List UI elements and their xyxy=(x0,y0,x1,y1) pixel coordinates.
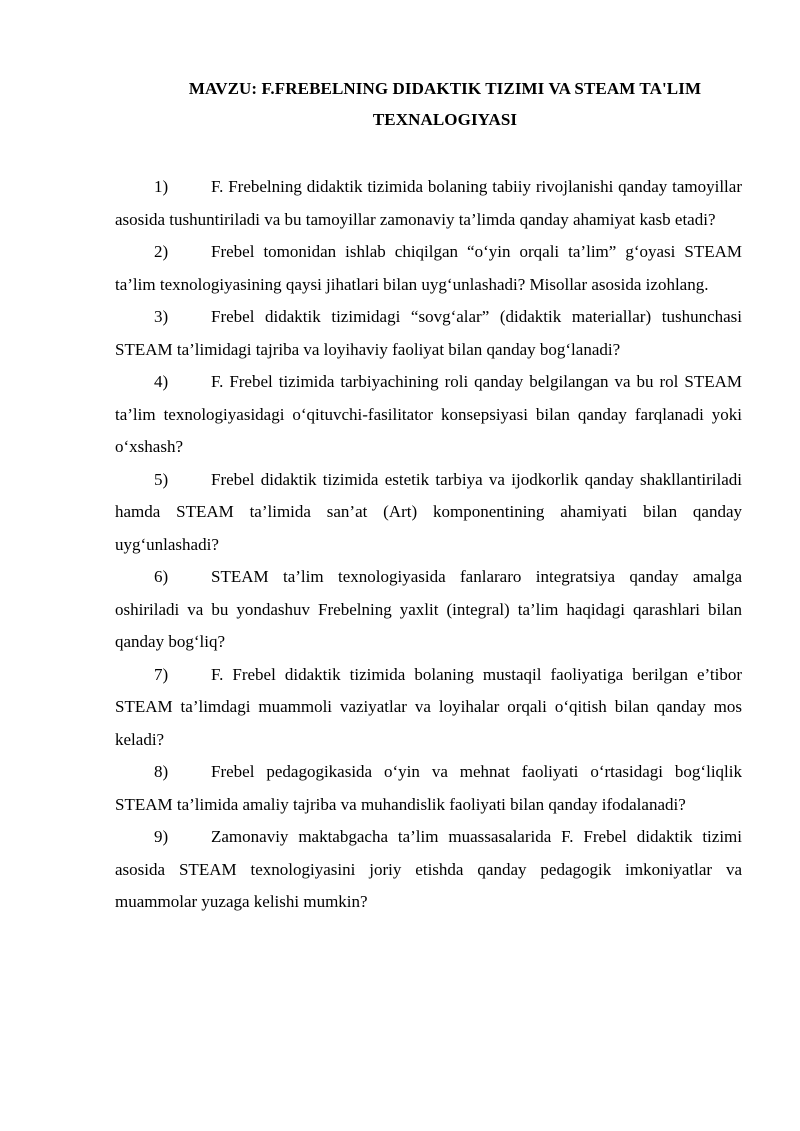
question-text: Frebel didaktik tizimida estetik tarbiya va ijodkorlik qanday shakllantiriladi hamda STEAM ta’limida san’at (Art) komponentining ahamiyati bilan qanday uyg‘unlashadi? xyxy=(115,469,742,554)
question-number: 6) xyxy=(154,567,169,586)
question-item xyxy=(115,464,742,562)
question-number: 4) xyxy=(154,372,169,391)
title-line-1: MAVZU: F.FREBELNING DIDAKTIK TIZIMI VA STEAM TA'LIM xyxy=(188,79,702,98)
question-item xyxy=(115,171,742,236)
question-text: STEAM ta’lim texnologiyasida fanlararo integratsiya qanday amalga oshiriladi va bu yondashuv Frebelning yaxlit (integral) ta’lim haqidagi qarashlari bilan qanday bog‘liq? xyxy=(115,567,742,651)
question-item xyxy=(115,366,742,464)
title-line-2: TEXNALOGIYASI xyxy=(372,110,518,129)
question-item xyxy=(115,561,742,659)
question-text: Frebel tomonidan ishlab chiqilgan “o‘yin orqali ta’lim” g‘oyasi STEAM ta’lim texnologiyasining qaysi jihatlari bilan uyg‘unlashadi? Misollar asosida izohlang. xyxy=(115,242,742,294)
question-text: F. Frebelning didaktik tizimida bolaning tabiiy rivojlanishi qanday tamoyillar asosida tushuntiriladi va bu tamoyillar zamonaviy ta’limda qanday ahamiyat kasb etadi? xyxy=(115,177,742,229)
question-text: F. Frebel tizimida tarbiyachining roli qanday belgilangan va bu rol STEAM ta’lim texnologiyasidagi o‘qituvchi-fasilitator konsepsiyasi bilan qanday farqlanadi yoki o‘xshash? xyxy=(115,372,742,456)
question-number: 8) xyxy=(154,762,169,781)
question-list xyxy=(115,171,742,919)
document-title xyxy=(100,73,790,135)
question-number: 3) xyxy=(154,307,169,326)
question-number: 1) xyxy=(154,177,169,196)
question-item xyxy=(115,756,742,821)
question-number: 2) xyxy=(154,242,169,261)
question-item xyxy=(115,301,742,366)
question-number: 9) xyxy=(154,827,169,846)
question-number: 5) xyxy=(154,469,169,489)
question-item xyxy=(115,236,742,301)
question-text: F. Frebel didaktik tizimida bolaning mustaqil faoliyatiga berilgan e’tibor STEAM ta’limdagi muammoli vaziyatlar va loyihalar orqali o‘qitish bilan qanday mos keladi? xyxy=(115,664,742,749)
question-text: Frebel pedagogikasida o‘yin va mehnat faoliyati o‘rtasidagi bog‘liqlik STEAM ta’limida amaliy tajriba va muhandislik faoliyati bilan qanday ifodalanadi? xyxy=(115,762,742,814)
question-item xyxy=(115,659,742,757)
question-item xyxy=(115,821,742,919)
question-text: Zamonaviy maktabgacha ta’lim muassasalarida F. Frebel didaktik tizimi asosida STEAM texnologiyasini joriy etishda qanday pedagogik imkoniyatlar va muammolar yuzaga kelishi mumkin? xyxy=(115,827,742,911)
question-text: Frebel didaktik tizimidagi “sovg‘alar” (didaktik materiallar) tushunchasi STEAM ta’limidagi tajriba va loyihaviy faoliyat bilan qanday bog‘lanadi? xyxy=(115,307,742,359)
question-number: 7) xyxy=(154,664,169,684)
